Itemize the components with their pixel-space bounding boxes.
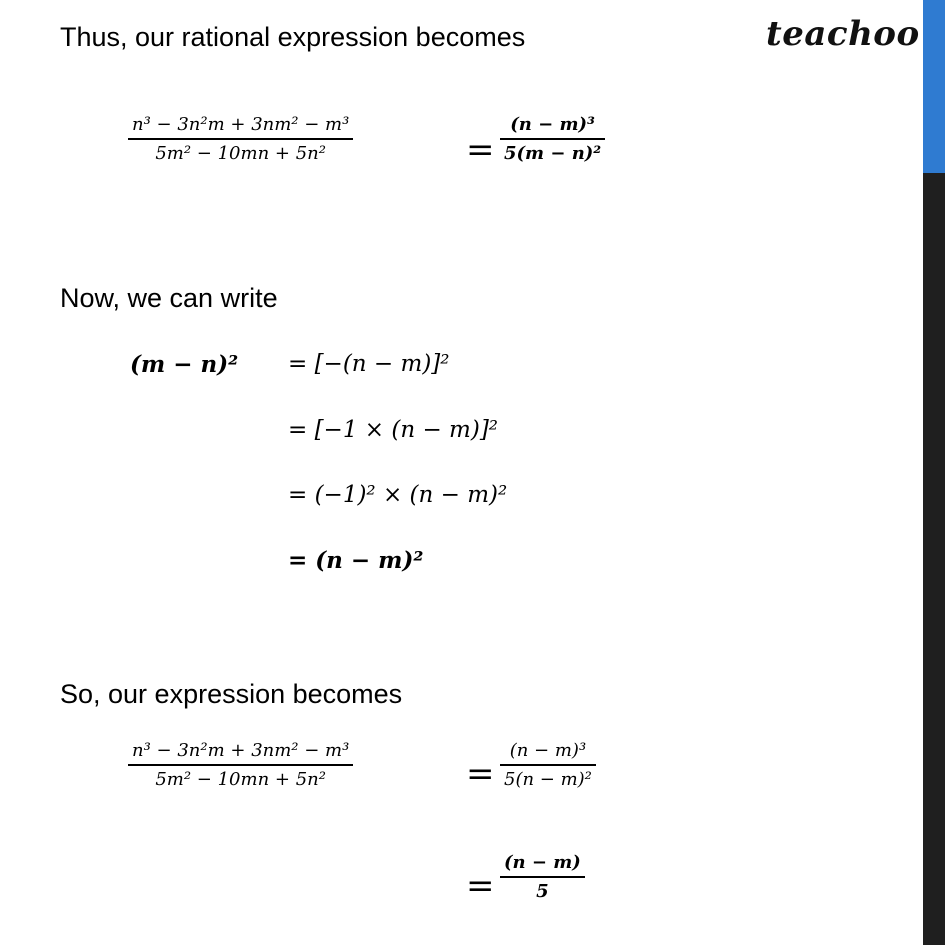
eq2-final-numerator: (n − m)	[504, 852, 581, 873]
eq2-rhs-denominator: 5(n − m)²	[504, 768, 592, 790]
fraction-bar	[500, 764, 596, 766]
eq2-final-fraction	[500, 852, 585, 902]
fraction-bar	[128, 138, 353, 140]
eq1-equals: =	[466, 130, 495, 170]
so-text: So, our expression becomes	[60, 679, 403, 709]
eq2-equals: =	[466, 754, 495, 794]
eq2-lhs-fraction	[128, 740, 353, 790]
step-4: = (n − m)²	[288, 547, 424, 574]
eq1-rhs-denominator: 5(m − n)²	[504, 142, 602, 164]
eq1-rhs-fraction	[500, 114, 605, 164]
step-2: = [−1 × (n − m)]²	[288, 417, 499, 443]
eq2-rhs-fraction	[500, 740, 596, 790]
teachoo-logo: teachoo	[766, 14, 920, 54]
fraction-bar	[500, 876, 585, 878]
eq1-lhs-denominator: 5m² − 10mn + 5n²	[155, 142, 326, 164]
eq1-lhs-fraction	[128, 114, 353, 164]
now-text: Now, we can write	[60, 283, 278, 313]
eq1-rhs-numerator: (n − m)³	[510, 114, 595, 135]
eq1-lhs-numerator: n³ − 3n²m + 3nm² − m³	[132, 114, 350, 135]
sidebar-accent	[923, 0, 945, 173]
eq2-final-denominator: 5	[536, 880, 549, 902]
fraction-bar	[500, 138, 605, 140]
step-1: = [−(n − m)]²	[288, 351, 450, 377]
eq2-final-equals: =	[466, 866, 495, 906]
right-sidebar-bar	[923, 0, 945, 945]
intro-text: Thus, our rational expression becomes	[60, 22, 526, 52]
fraction-bar	[128, 764, 353, 766]
steps-lhs: (m − n)²	[130, 351, 239, 378]
eq2-lhs-numerator: n³ − 3n²m + 3nm² − m³	[132, 740, 350, 761]
eq2-rhs-numerator: (n − m)³	[509, 740, 587, 761]
eq2-lhs-denominator: 5m² − 10mn + 5n²	[155, 768, 326, 790]
step-3: = (−1)² × (n − m)²	[288, 482, 508, 508]
